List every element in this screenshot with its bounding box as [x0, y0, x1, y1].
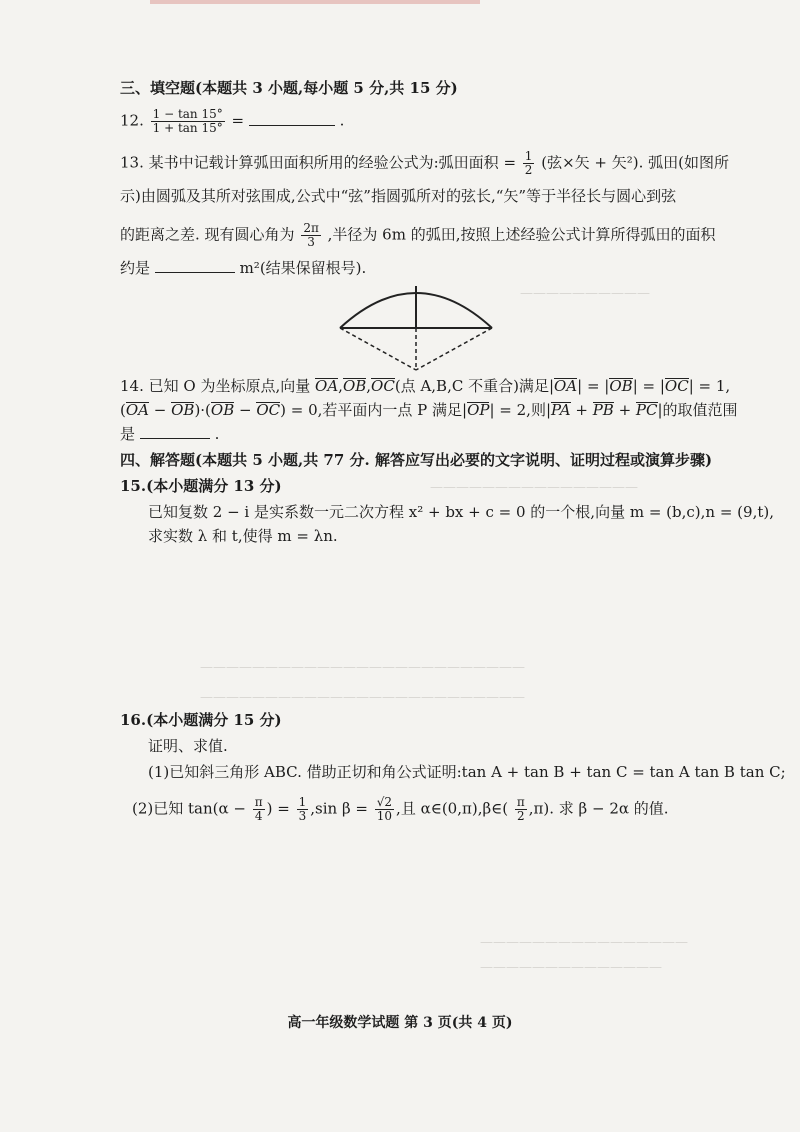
q15-header: 15.(本小题满分 13 分)	[120, 477, 282, 495]
q13-half-den: 2	[524, 163, 533, 177]
q16-text: ) =	[266, 799, 290, 818]
q16-frac-num: π	[516, 795, 525, 809]
bleed-through-mark: ————————————————	[430, 480, 638, 495]
q13-text: 的距离之差. 现有圆心角为	[120, 225, 295, 244]
radius-dashed-right	[416, 328, 492, 370]
q13-angle-den: 3	[307, 235, 315, 249]
q16-frac-den: 4	[254, 809, 263, 823]
bleed-through-mark: ————————————————	[480, 935, 688, 950]
section-3-title: 三、填空题(本题共 3 小题,每小题 5 分,共 15 分)	[120, 79, 458, 97]
q16-text: ,sin β =	[310, 799, 368, 818]
q14-text: 是	[120, 425, 136, 443]
q16-line-2: (1)已知斜三角形 ABC. 借助正切和角公式证明:tan A + tan B + tan C = tan A tan B tan C;	[148, 763, 786, 781]
q14-text: +	[613, 401, 636, 419]
bleed-through-mark: ——————————————	[480, 960, 662, 975]
q13-text: ,半径为 6m 的弧田,按照上述经验公式计算所得弧田的面积	[327, 225, 716, 244]
q13-line-1	[120, 150, 729, 177]
q16-frac-den: 3	[298, 809, 307, 823]
q14-text: −	[234, 401, 257, 419]
q13-angle-num: 2π	[303, 221, 319, 235]
q12-end: .	[339, 111, 345, 130]
q12-equals: =	[231, 111, 245, 130]
q13-text: 13. 某书中记载计算弧田面积所用的经验公式为:弧田面积 =	[120, 153, 517, 172]
vector-oc: OC	[664, 377, 689, 395]
q14-text: +	[570, 401, 593, 419]
q15-line-1: 已知复数 2 − i 是实系数一元二次方程 x² + bx + c = 0 的一个根,向量 m = (b,c),n = (9,t),	[148, 503, 774, 521]
q14-text: (	[120, 401, 126, 419]
q16-text: (2)已知 tan	[132, 799, 213, 818]
q14-text: )·(	[194, 401, 211, 419]
q13-half-num: 1	[524, 149, 533, 163]
q16-third-fraction	[297, 796, 309, 823]
q13-text: 约是	[120, 259, 151, 277]
q16-frac-num: π	[254, 795, 263, 809]
arc-field-figure	[336, 276, 496, 376]
q13-text: (弦×矢 + 矢²). 弧田(如图所	[541, 153, 729, 172]
q14-text: −	[149, 401, 172, 419]
q13-line-3	[120, 222, 715, 249]
q16-sqrt-fraction	[375, 796, 394, 823]
q16-header: 16.(本小题满分 15 分)	[120, 711, 282, 729]
q14-line-2	[120, 400, 738, 420]
q14-text: .	[214, 425, 220, 443]
q16-frac-num: 1	[298, 795, 307, 809]
bleed-through-mark: —————————————————————————	[200, 660, 525, 675]
vector-oc: OC	[371, 377, 395, 395]
q13-line-2: 示)由圆弧及其所对弦围成,公式中“弦”指圆弧所对的弦长,“矢”等于半径长与圆心到弦	[120, 187, 677, 205]
q15-line-2: 求实数 λ 和 t,使得 m = λn.	[148, 527, 338, 545]
vector-ob: OB	[171, 401, 195, 419]
q14-text: (点 A,B,C 不重合)满足|	[394, 377, 554, 395]
q16-line-3	[132, 796, 669, 823]
page-top-edge	[150, 0, 480, 4]
q16-text: ,且 α∈(0,π),β∈(	[396, 799, 509, 818]
vector-pb: PB	[592, 401, 614, 419]
q16-text: ,π). 求 β − 2α 的值.	[528, 799, 669, 818]
q14-text: 14. 已知 O 为坐标原点,向量	[120, 377, 311, 395]
q16-frac-num: √2	[376, 795, 393, 809]
q12-number: 12.	[120, 111, 144, 130]
q16-frac-den: 10	[376, 809, 393, 823]
q12-fraction	[151, 108, 225, 135]
vector-oc: OC	[256, 401, 281, 419]
q12-frac-numerator: 1 − tan 15°	[152, 107, 223, 121]
bleed-through-mark: ——————————	[520, 286, 650, 301]
q16-text: (α −	[212, 799, 246, 818]
vector-oa: OA	[554, 377, 578, 395]
bleed-through-mark: —————————————————————————	[200, 690, 525, 705]
vector-ob: OB	[342, 377, 367, 395]
q12-answer-blank[interactable]	[249, 111, 335, 126]
question-12	[120, 108, 344, 135]
page-footer: 高一年级数学试题 第 3 页(共 4 页)	[287, 1015, 513, 1031]
vector-op: OP	[467, 401, 490, 419]
q12-frac-denominator: 1 + tan 15°	[152, 121, 223, 135]
q16-line-1: 证明、求值.	[148, 737, 228, 755]
q16-pi-2-fraction	[515, 796, 527, 823]
q13-answer-blank[interactable]	[155, 258, 235, 273]
q16-pi-4-fraction	[253, 796, 265, 823]
q14-text: ) = 0,若平面内一点 P 满足|	[280, 401, 468, 419]
section-4-title: 四、解答题(本题共 5 小题,共 77 分. 解答应写出必要的文字说明、证明过程或演算步骤)	[120, 451, 713, 469]
q14-text: | = |	[632, 377, 665, 395]
vector-ob: OB	[609, 377, 633, 395]
vector-ob: OB	[210, 401, 235, 419]
radius-dashed-left	[340, 328, 416, 370]
q16-frac-den: 2	[517, 809, 525, 823]
q14-line-1: 14. 已知 O 为坐标原点,向量 OA,OB,OC(点 A,B,C 不重合)满足|OA| = |OB| = |OC| = 1,	[120, 377, 731, 395]
q13-line-4	[120, 258, 366, 278]
q14-text: | = 1,	[688, 377, 731, 395]
q14-text: |的取值范围	[657, 401, 738, 419]
q14-text: | = |	[577, 377, 610, 395]
vector-pa: PA	[551, 401, 571, 419]
q13-half-fraction	[523, 150, 535, 177]
vector-oa: OA	[315, 377, 339, 395]
vector-pc: PC	[635, 401, 658, 419]
q13-angle-fraction	[301, 222, 321, 249]
q14-answer-blank[interactable]	[140, 424, 210, 439]
q14-line-3	[120, 424, 219, 444]
q13-text: m²(结果保留根号).	[239, 259, 367, 277]
q14-text: | = 2,则|	[489, 401, 552, 419]
vector-oa: OA	[125, 401, 149, 419]
